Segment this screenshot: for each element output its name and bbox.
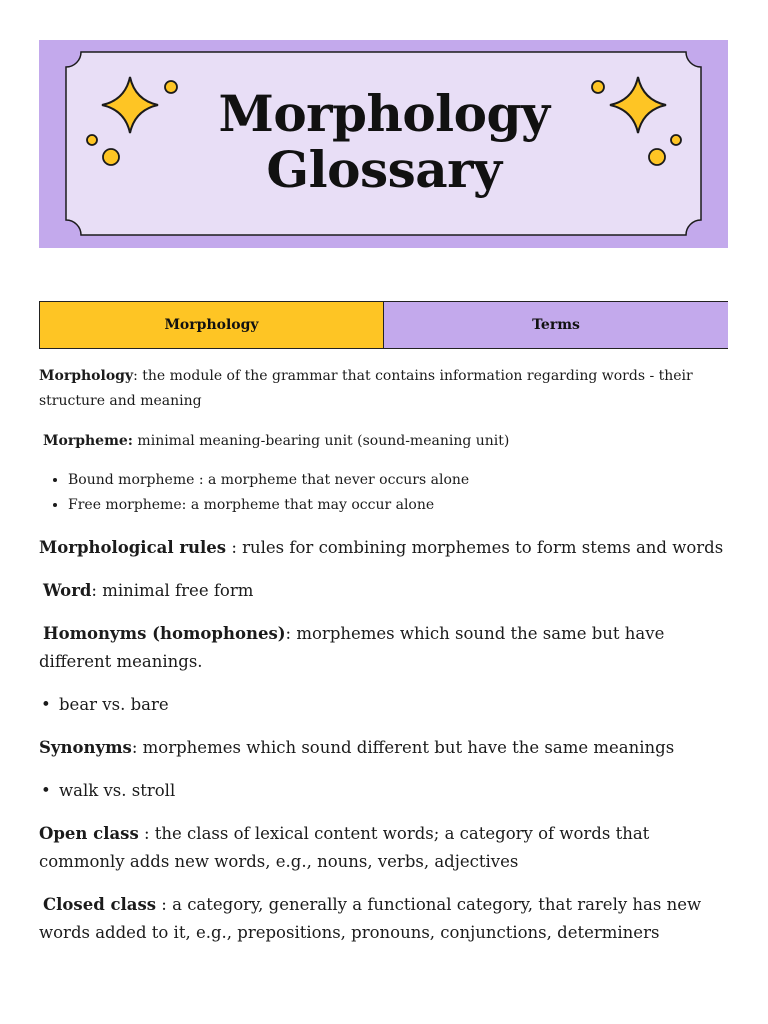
- entry-closed-class: [39, 891, 729, 947]
- glossary-content: [39, 364, 729, 947]
- table-cell-terms: Terms: [384, 302, 728, 348]
- entry-morpheme: [39, 429, 729, 454]
- title-line-1: Morphology: [218, 84, 550, 143]
- entry-homonyms: [39, 620, 729, 676]
- entry-morphological-rules: [39, 534, 729, 562]
- definition: : minimal free form: [91, 581, 254, 600]
- bullet-icon: •: [41, 695, 51, 714]
- page-title: [0, 86, 768, 198]
- table-cell-morphology: Morphology: [39, 302, 384, 348]
- title-line-2: Glossary: [266, 140, 502, 199]
- term: Synonyms: [39, 738, 132, 757]
- example-text: walk vs. stroll: [59, 781, 176, 800]
- header-table: [39, 301, 728, 349]
- list-item: • Free morpheme: a morpheme that may occur alone: [68, 493, 729, 518]
- entry-morphology: [39, 364, 729, 414]
- term: Homonyms (homophones): [43, 624, 286, 643]
- bullet-icon: •: [41, 781, 51, 800]
- homonyms-example: [39, 691, 729, 719]
- definition: : a category, generally a functional category, that rarely has new words added to it, e.g., prepositions, pronouns, conjunctions, determiners: [39, 895, 702, 942]
- entry-word: [39, 577, 729, 605]
- morpheme-list: [39, 468, 729, 518]
- example-text: bear vs. bare: [59, 695, 169, 714]
- term: Morphology: [39, 368, 134, 384]
- definition: : the module of the grammar that contains information regarding words - their structure and meaning: [39, 368, 693, 409]
- term: Morpheme:: [43, 433, 133, 449]
- definition: : morphemes which sound the same but have different meanings.: [39, 624, 665, 671]
- term: Word: [43, 581, 92, 600]
- definition: : rules for combining morphemes to form stems and words: [226, 538, 724, 557]
- entry-synonyms: [39, 734, 729, 762]
- term: Open class: [39, 824, 139, 843]
- list-item: • Bound morpheme : a morpheme that never occurs alone: [68, 468, 729, 493]
- term: Closed class: [43, 895, 157, 914]
- definition: : morphemes which sound different but have the same meanings: [131, 738, 675, 757]
- synonyms-example: [39, 777, 729, 805]
- term: Morphological rules: [39, 538, 227, 557]
- entry-open-class: [39, 820, 729, 876]
- definition: minimal meaning-bearing unit (sound-meaning unit): [132, 433, 510, 449]
- definition: : the class of lexical content words; a category of words that commonly adds new words, e.g., nouns, verbs, adjectives: [39, 824, 650, 871]
